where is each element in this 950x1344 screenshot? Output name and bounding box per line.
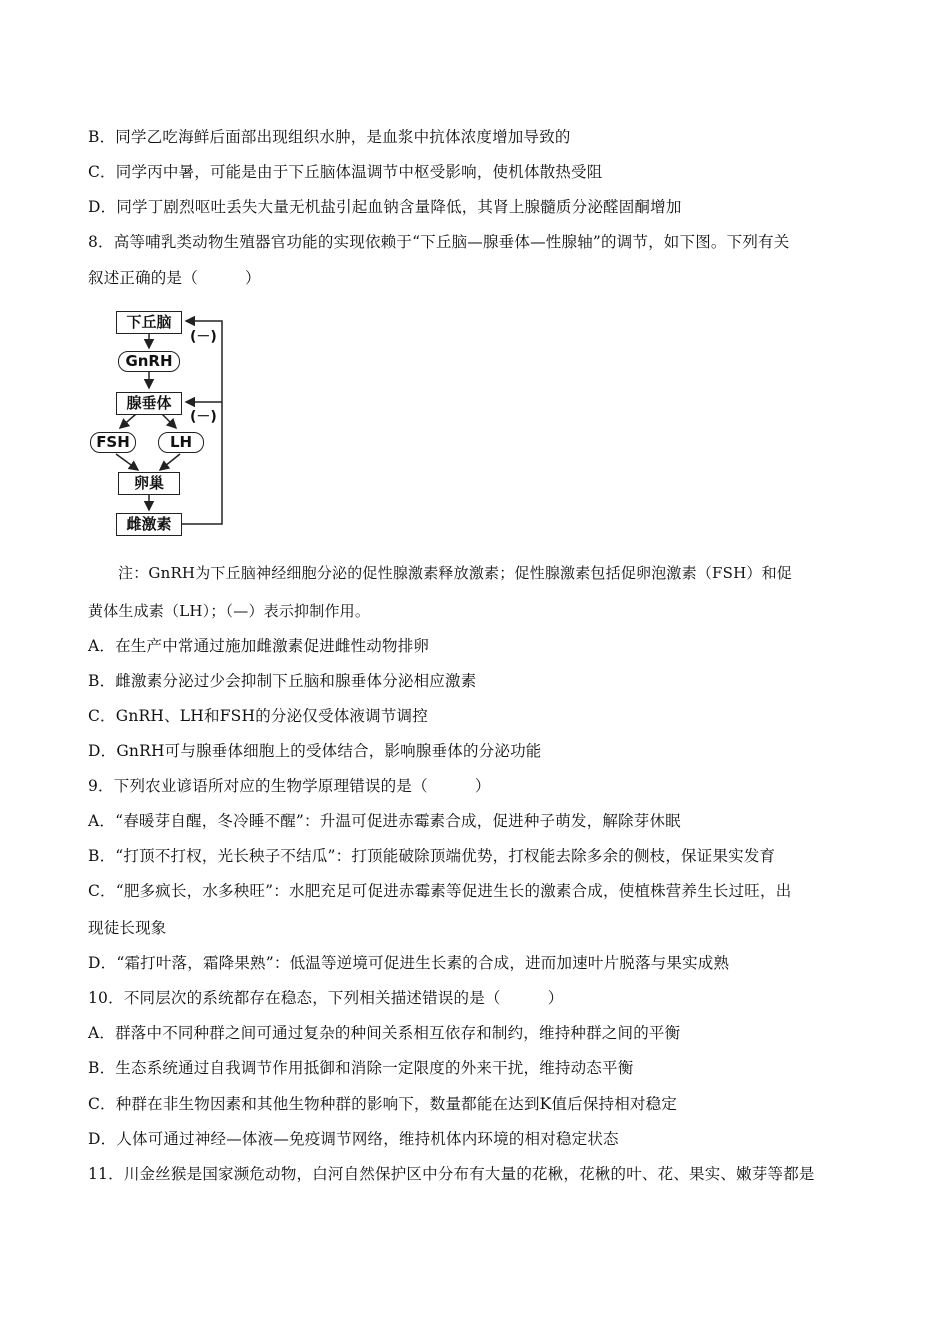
question-11-stem: 11．川金丝猴是国家濒危动物，白河自然保护区中分布有大量的花楸，花楸的叶、花、果实、嫩芽等都是 xyxy=(88,1165,815,1183)
question-8-stem: 8．高等哺乳类动物生殖器官功能的实现依赖于“下丘脑—腺垂体—性腺轴”的调节，如下图。下列有关 xyxy=(88,233,790,251)
option-b-line: B．同学乙吃海鲜后面部出现组织水肿，是血浆中抗体浓度增加导致的 xyxy=(88,128,571,146)
q10-option-b: B．生态系统通过自我调节作用抵御和消除一定限度的外来干扰，维持动态平衡 xyxy=(88,1059,634,1077)
q8-option-d: D．GnRH可与腺垂体细胞上的受体结合，影响腺垂体的分泌功能 xyxy=(88,742,542,760)
diagram-arrows xyxy=(86,306,246,542)
q10-option-d: D．人体可通过神经—体液—免疫调节网络，维持机体内环境的相对稳定状态 xyxy=(88,1130,619,1148)
q9-option-c-cont: 现徒长现象 xyxy=(88,919,167,937)
question-10-stem: 10．不同层次的系统都存在稳态，下列相关描述错误的是（ ） xyxy=(88,989,564,1007)
estrogen-box: 雌激素 xyxy=(116,513,182,536)
pituitary-box: 腺垂体 xyxy=(116,392,182,415)
q8-option-b: B．雌激素分泌过少会抑制下丘脑和腺垂体分泌相应激素 xyxy=(88,672,477,690)
fsh-box: FSH xyxy=(90,432,136,453)
inhibit-label-1: (－) xyxy=(190,329,217,345)
q10-option-a: A．群落中不同种群之间可通过复杂的种间关系相互依存和制约，维持种群之间的平衡 xyxy=(88,1024,681,1042)
diagram-note-cont: 黄体生成素（LH）；（—）表示抑制作用。 xyxy=(88,602,371,620)
hypothalamus-box: 下丘脑 xyxy=(116,311,182,334)
question-8-stem-cont: 叙述正确的是（ ） xyxy=(88,269,261,287)
gnrh-box: GnRH xyxy=(118,351,180,372)
q9-option-d: D．“霜打叶落，霜降果熟”：低温等逆境可促进生长素的合成，进而加速叶片脱落与果实成熟 xyxy=(88,954,730,972)
q8-option-c: C．GnRH、LH和FSH的分泌仅受体液调节调控 xyxy=(88,707,428,725)
q8-option-a: A．在生产中常通过施加雌激素促进雌性动物排卵 xyxy=(88,637,430,655)
lh-box: LH xyxy=(158,432,204,453)
q9-option-c: C．“肥多疯长，水多秧旺”：水肥充足可促进赤霉素等促进生长的激素合成，使植株营养生长过旺，出 xyxy=(88,882,792,900)
q10-option-c: C．种群在非生物因素和其他生物种群的影响下，数量都能在达到K值后保持相对稳定 xyxy=(88,1095,678,1113)
hpg-axis-diagram xyxy=(86,306,246,542)
question-9-stem: 9．下列农业谚语所对应的生物学原理错误的是（ ） xyxy=(88,777,491,795)
option-d-line: D．同学丁剧烈呕吐丢失大量无机盐引起血钠含量降低，其肾上腺髓质分泌醛固酮增加 xyxy=(88,198,682,216)
inhibit-label-2: (－) xyxy=(190,409,217,425)
q9-option-a: A．“春暖芽自醒，冬冷睡不醒”：升温可促进赤霉素合成，促进种子萌发，解除芽休眠 xyxy=(88,812,681,830)
option-c-line: C．同学丙中暑，可能是由于下丘脑体温调节中枢受影响，使机体散热受阻 xyxy=(88,163,603,181)
diagram-note: 注：GnRH为下丘脑神经细胞分泌的促性腺激素释放激素；促性腺激素包括促卵泡激素（FSH）和促 xyxy=(118,564,792,582)
ovary-box: 卵巢 xyxy=(118,472,180,495)
q9-option-b: B．“打顶不打杈，光长秧子不结瓜”：打顶能破除顶端优势，打杈能去除多余的侧枝，保证果实发育 xyxy=(88,847,776,865)
